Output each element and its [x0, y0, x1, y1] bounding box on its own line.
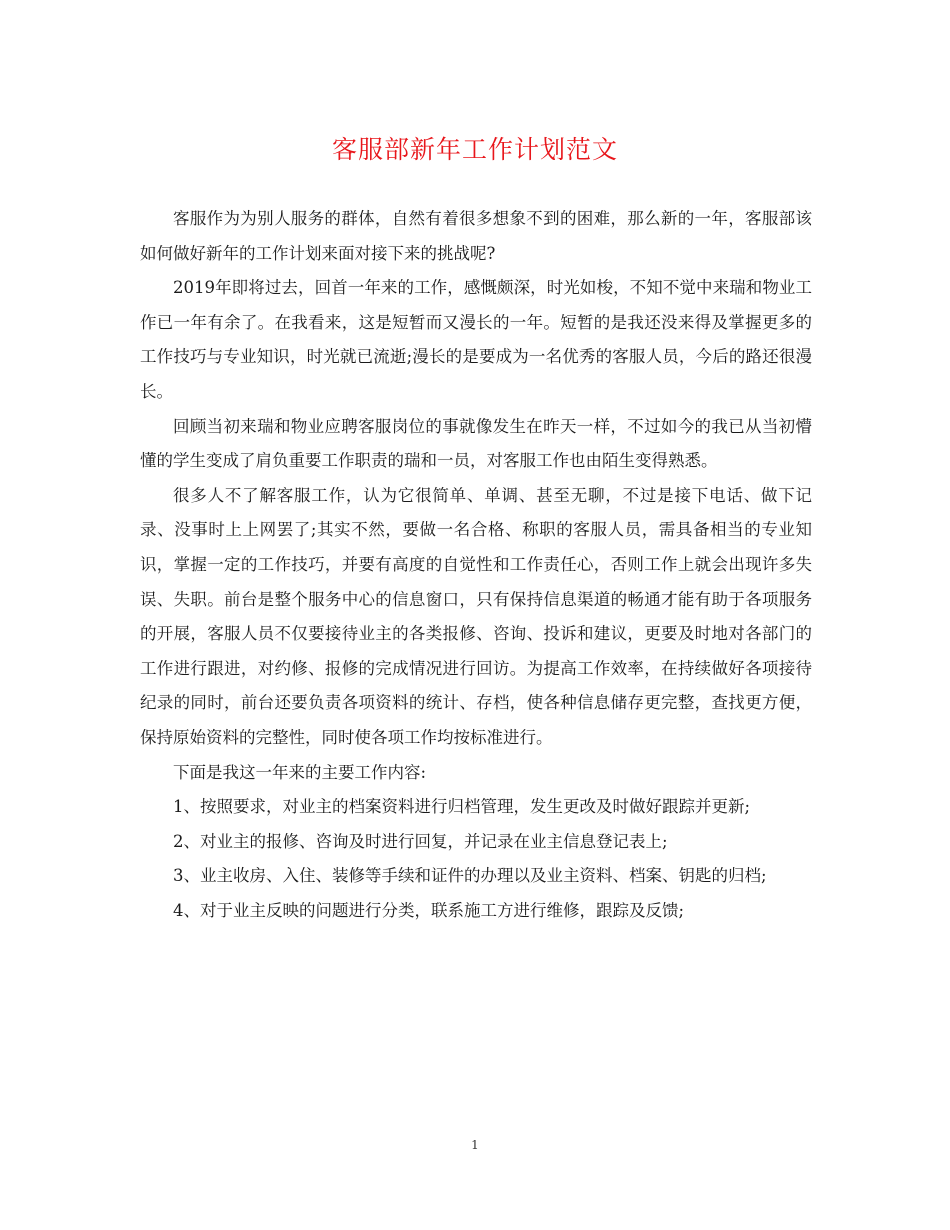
document-title: 客服部新年工作计划范文: [331, 135, 618, 164]
paragraph-recall: 回顾当初来瑞和物业应聘客服岗位的事就像发生在昨天一样，不过如今的我已从当初懵懂的学生变成了肩负重要工作职责的瑞和一员，对客服工作也由陌生变得熟悉。: [140, 416, 812, 471]
paragraph-work-heading: 下面是我这一年来的主要工作内容:: [173, 762, 427, 782]
list-item-4: 4、对于业主反映的问题进行分类，联系施工方进行维修，跟踪及反馈;: [173, 900, 685, 920]
page-number: 1: [471, 1138, 479, 1152]
list-item-3: 3、业主收房、入住、装修等手续和证件的办理以及业主资料、档案、钥匙的归档;: [173, 866, 767, 886]
paragraph-intro: 客服作为为别人服务的群体，自然有着很多想象不到的困难，那么新的一年，客服部该如何做好新年的工作计划来面对接下来的挑战呢?: [140, 209, 812, 263]
paragraph-misconception: 很多人不了解客服工作，认为它很简单、单调、甚至无聊，不过是接下电话、做下记录、没事时上上网罢了;其实不然，要做一名合格、称职的客服人员，需具备相当的专业知识，掌握一定的工作技巧，并要有高度的自觉性和工作责任心，否则工作上就会出现许多失误、失职。前台是整个服务中心的信息窗口，只有保持信息渠道的畅通才能有助于各项服务的开展，客服人员不仅要接待业主的各类报修、咨询、投诉和建议，更要及时地对各部门的工作进行跟进，对约修、报修的完成情况进行回访。为提高工作效率，在持续做好各项接待纪录的同时，前台还要负责各项资料的统计、存档，使各种信息储存更完整，查找更方便，保持原始资料的完整性，同时使各项工作均按标准进行。: [140, 485, 812, 747]
list-item-2: 2、对业主的报修、咨询及时进行回复，并记录在业主信息登记表上;: [173, 831, 668, 851]
paragraph-review: 2019年即将过去，回首一年来的工作，感慨颇深，时光如梭，不知不觉中来瑞和物业工作已一年有余了。在我看来，这是短暂而又漫长的一年。短暂的是我还没来得及掌握更多的工作技巧与专业知识，时光就已流逝;漫长的是要成为一名优秀的客服人员，今后的路还很漫长。: [140, 278, 812, 401]
list-item-1: 1、按照要求，对业主的档案资料进行归档管理，发生更改及时做好跟踪并更新;: [173, 797, 751, 817]
document-body: [140, 202, 812, 928]
